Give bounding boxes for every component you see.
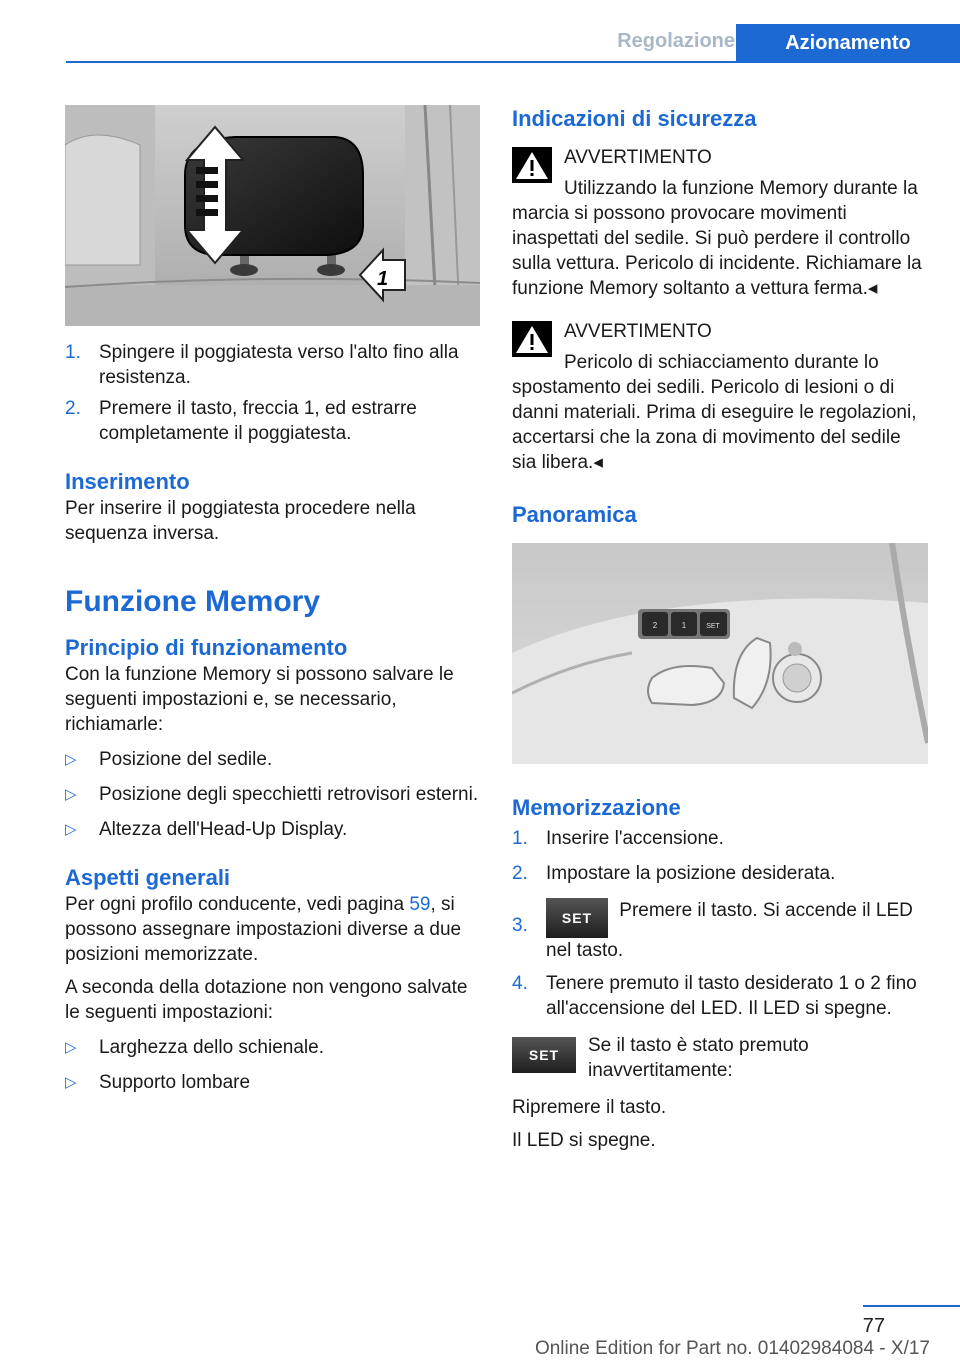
note-block [512, 1033, 928, 1089]
step-number: 2. [65, 398, 81, 419]
list-item [65, 782, 480, 807]
warning-icon [512, 147, 552, 183]
warning-label: AVVERTIMENTO [564, 147, 712, 168]
page-number: 77 [862, 1315, 885, 1337]
list-item [65, 340, 480, 390]
aspetti-heading: Aspetti generali [65, 865, 231, 890]
step-text: Spingere il poggiatesta verso l'alto fino alla resistenza. [99, 342, 459, 388]
list-item [65, 1070, 480, 1095]
triangle-bullet-icon: ▷ [65, 751, 77, 768]
principio-heading: Principio di funzionamento [65, 635, 348, 660]
list-item [512, 971, 928, 1021]
list-item [65, 747, 480, 772]
triangle-bullet-icon: ▷ [65, 786, 77, 803]
list-item [65, 1035, 480, 1060]
aspetti-text [65, 892, 480, 967]
sicurezza-heading: Indicazioni di sicurezza [512, 106, 757, 131]
inserimento-heading: Inserimento [65, 469, 190, 494]
ripremere-text: Ripremere il tasto. [512, 1097, 667, 1118]
figure-callout: 1 [377, 268, 389, 290]
note-text: Se il tasto è stato premuto inavvertitamente: [588, 1035, 809, 1081]
triangle-bullet-icon: ▷ [65, 1074, 77, 1091]
aspetti-text-pre: Per ogni profilo conducente, vedi pagina [65, 894, 405, 915]
led-off-text: Il LED si spegne. [512, 1130, 656, 1151]
principio-text: Con la funzione Memory si possono salvare le seguenti impostazioni e, se necessario, richiamarle: [65, 664, 454, 735]
header-rule [66, 61, 960, 63]
warning-text: Pericolo di schiacciamento durante lo spostamento dei sedili. Pericolo di lesioni o di danni materiali. Prima di eseguire le regolazioni, accertarsi che la zona di movimento del sedile sia libera.◂ [512, 352, 917, 473]
step-text: Tenere premuto il tasto desiderato 1 o 2 fino all'accensione del LED. Il LED si spegne. [546, 973, 917, 1019]
panoramica-heading: Panoramica [512, 502, 637, 527]
warning-block [512, 145, 928, 301]
step-number: 3. [512, 915, 528, 936]
step-number: 1. [512, 828, 528, 849]
step-text: Impostare la posizione desiderata. [546, 863, 836, 884]
list-item-text: Supporto lombare [99, 1072, 251, 1093]
memory-title: Funzione Memory [65, 585, 321, 618]
list-item [512, 826, 928, 851]
step-text: Inserire l'accensione. [546, 828, 724, 849]
memorizzazione-heading: Memorizzazione [512, 795, 681, 820]
header-chapter[interactable]: Azionamento [736, 24, 960, 62]
warning-text: Utilizzando la funzione Memory durante la marcia si possono provocare movimenti inaspettati del sedile. Si può perdere il controllo sulla vettura. Pericolo di incidente. Richiamare la funzione Memory soltanto a vettura ferma.◂ [512, 178, 922, 299]
list-item-text: Altezza dell'Head-Up Display. [99, 819, 348, 840]
warning-label: AVVERTIMENTO [564, 321, 712, 342]
step-text: Premere il tasto. Si accende il LED nel tasto. [546, 900, 913, 961]
right-column [512, 105, 928, 1153]
headrest-illustration [65, 105, 480, 326]
seat-control-panel-illustration [512, 543, 928, 764]
list-item [65, 817, 480, 842]
page-header [0, 0, 960, 62]
list-item [65, 396, 480, 446]
edition-text: Online Edition for Part no. 01402984084 - X/17 [534, 1338, 930, 1359]
step-number: 1. [65, 342, 81, 363]
panel-button-1: 1 [681, 621, 687, 630]
header-section[interactable]: Regolazione [617, 30, 735, 52]
step-number: 2. [512, 863, 528, 884]
list-item [512, 861, 928, 886]
triangle-bullet-icon: ▷ [65, 1039, 77, 1056]
list-item-text: Posizione del sedile. [99, 749, 273, 770]
footer-rule [863, 1305, 960, 1307]
step-text: Premere il tasto, freccia 1, ed estrarre completamente il poggiatesta. [99, 398, 417, 444]
set-button-icon: SET [512, 1037, 576, 1073]
list-item-text: Larghezza dello schienale. [99, 1037, 324, 1058]
page-link[interactable]: 59 [409, 894, 431, 915]
list-item [512, 896, 928, 963]
list-item-text: Posizione degli specchietti retrovisori esterni. [99, 784, 479, 805]
set-button-icon: SET [546, 898, 608, 938]
inserimento-text: Per inserire il poggiatesta procedere nella sequenza inversa. [65, 498, 416, 544]
panel-button-set: SET [706, 623, 720, 630]
warning-block [512, 319, 928, 475]
left-column [65, 105, 480, 1095]
aspetti-text-post: , si possono assegnare impostazioni diverse a due posizioni memorizzate. [65, 894, 462, 965]
panel-button-2: 2 [652, 621, 658, 630]
triangle-bullet-icon: ▷ [65, 821, 77, 838]
warning-icon [512, 321, 552, 357]
dotazione-text: A seconda della dotazione non vengono salvate le seguenti impostazioni: [65, 977, 468, 1023]
step-number: 4. [512, 973, 528, 994]
